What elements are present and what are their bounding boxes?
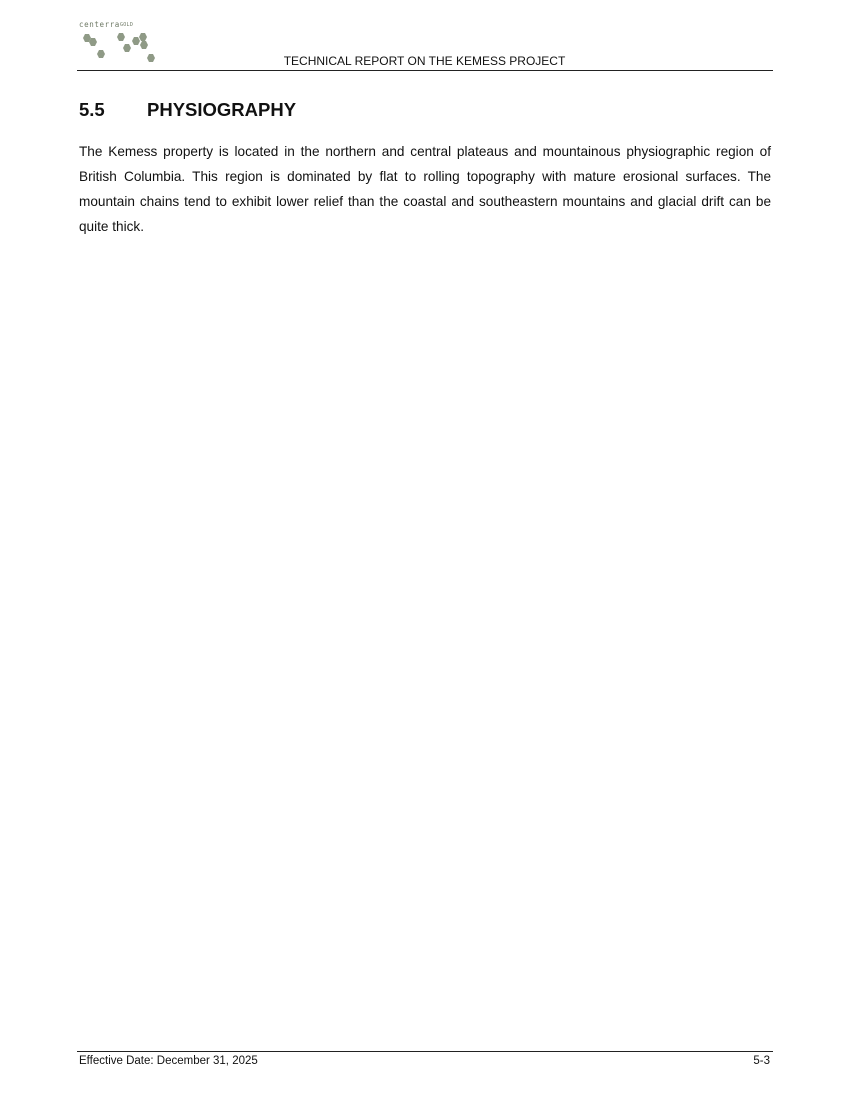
section-number: 5.5 (79, 99, 105, 120)
effective-date: Effective Date: December 31, 2025 (79, 1055, 258, 1067)
logo-wordmark-main: centerra (79, 20, 120, 29)
report-title: TECHNICAL REPORT ON THE KEMESS PROJECT (283, 54, 566, 68)
logo-wordmark (79, 20, 133, 29)
footer-divider (77, 1051, 773, 1052)
logo-wordmark-suffix: GOLD (119, 22, 134, 28)
section-title: PHYSIOGRAPHY (147, 99, 297, 120)
page-number: 5-3 (753, 1055, 770, 1067)
section-paragraph: The Kemess property is located in the northern and central plateaus and mountainous physiographic region of British Columbia. This region is dominated by flat to rolling topography with mature erosional surfaces. The mountain chains tend to exhibit lower relief than the coastal and southeastern mountains and glacial drift can be quite thick. (79, 144, 771, 234)
header-divider (77, 70, 773, 71)
page-header (0, 0, 849, 75)
section-heading (79, 99, 296, 121)
